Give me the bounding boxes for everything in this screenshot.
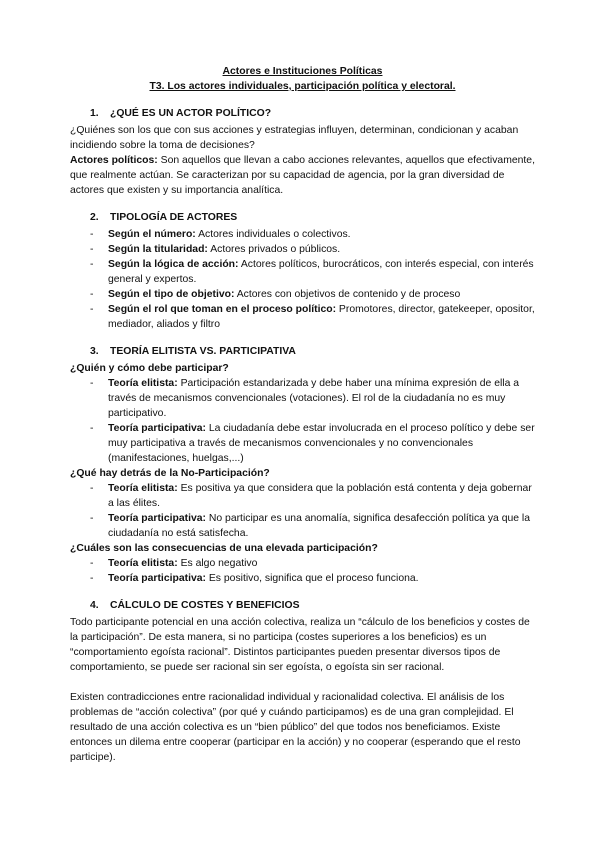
section-2-heading: 2. TIPOLOGÍA DE ACTORES — [90, 212, 238, 223]
document-title: Actores e Instituciones Políticas — [222, 66, 383, 77]
section-4-paragraph-2: Existen contradicciones entre racionalidad individual y racionalidad colectiva. El análisis de los problemas de “acción colectiva” (por qué y cuándo participamos) es de una gran complejidad. El resultado de una acción colectiva es un “bien público” del que todos nos beneficiamos. Existe entonces un dilema entre cooperar (participar en la acción) y no cooperar (esperando que el resto participe). — [70, 692, 521, 763]
q3-list — [70, 556, 535, 586]
question-non-participation: ¿Qué hay detrás de la No-Participación? — [70, 468, 270, 479]
section-1-heading: 1. ¿QUÉ ES UN ACTOR POLÍTICO? — [90, 108, 272, 119]
list-item: - Teoría elitista: Es positiva ya que considera que la población está contenta y deja gobernar a las élites. — [70, 481, 535, 511]
list-item: - Según el tipo de objetivo: Actores con objetivos de contenido y de proceso — [70, 287, 535, 302]
section-3-heading: 3. TEORÍA ELITISTA VS. PARTICIPATIVA — [90, 346, 296, 357]
q2-list — [70, 481, 535, 541]
section-1-definition: Actores políticos: Son aquellos que llevan a cabo acciones relevantes, aquellos que efectivamente, que realmente actúan. Se caracterizan por su capacidad de agencia, por la gran diversidad de actores que existen y su importancia analítica. — [70, 155, 535, 196]
section-4-paragraph-1: Todo participante potencial en una acción colectiva, realiza un “cálculo de los beneficios y costes de la participación”. De esta manera, si no participa (costes superiores a los beneficios) es un “comportamiento egoísta racional”. Distintos participantes pueden presentar diversos tipos de comportamiento, se puede ser racional sin ser egoísta, o egoísta sin ser racional. — [70, 617, 530, 673]
list-item: - Teoría elitista: Es algo negativo — [70, 556, 535, 571]
document-page — [70, 64, 535, 765]
typology-list — [70, 227, 535, 332]
document-subtitle: T3. Los actores individuales, participación política y electoral. — [149, 81, 456, 92]
list-item: - Según la lógica de acción: Actores políticos, burocráticos, con interés especial, con interés general y expertos. — [70, 257, 535, 287]
question-consequences: ¿Cuáles son las consecuencias de una elevada participación? — [70, 543, 378, 554]
list-item: - Según la titularidad: Actores privados o públicos. — [70, 242, 535, 257]
section-1-question: ¿Quiénes son los que con sus acciones y estrategias influyen, determinan, condicionan y acaban incidiendo sobre la toma de decisiones? — [70, 125, 519, 151]
q1-list — [70, 376, 535, 466]
section-4-heading: 4. CÁLCULO DE COSTES Y BENEFICIOS — [90, 600, 300, 611]
list-item: - Teoría participativa: La ciudadanía debe estar involucrada en el proceso político y debe ser muy participativa a través de mecanismos convencionales y no convencionales (manifestaciones, huelgas,...) — [70, 421, 535, 466]
list-item: - Teoría elitista: Participación estandarizada y debe haber una mínima expresión de ella a través de mecanismos convencionales (votaciones). El rol de la ciudadanía no es muy participativo. — [70, 376, 535, 421]
list-item: - Teoría participativa: No participar es una anomalía, significa desafección política ya que la ciudadanía no está satisfecha. — [70, 511, 535, 541]
list-item: - Teoría participativa: Es positivo, significa que el proceso funciona. — [70, 571, 535, 586]
question-who-participates: ¿Quién y cómo debe participar? — [70, 363, 229, 374]
list-item: - Según el número: Actores individuales o colectivos. — [70, 227, 535, 242]
list-item: - Según el rol que toman en el proceso político: Promotores, director, gatekeeper, opositor, mediador, aliados y filtro — [70, 302, 535, 332]
